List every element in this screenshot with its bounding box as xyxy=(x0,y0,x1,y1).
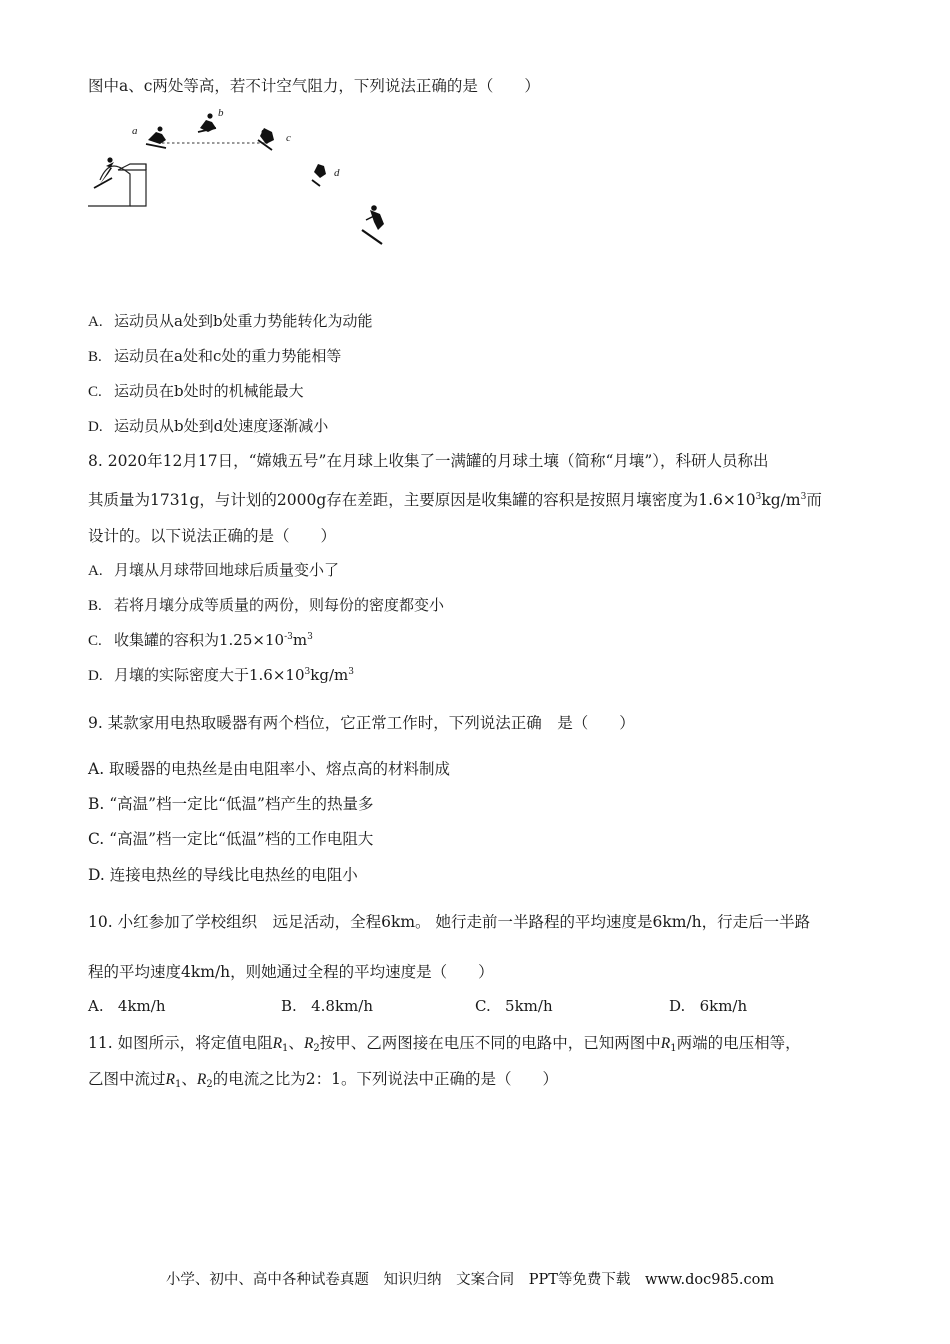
label-c: c xyxy=(286,132,291,144)
q9-stem: 9. 某款家用电热取暖器有两个档位，它正常工作时，下列说法正确 是（ ） xyxy=(88,714,635,732)
q10-option-d[interactable]: D. 6km/h xyxy=(669,997,748,1015)
q7-option-a[interactable]: A. 运动员从a处到b处重力势能转化为动能 xyxy=(88,312,373,330)
q7-stem: 图中a、c两处等高，若不计空气阻力，下列说法正确的是（ ） xyxy=(88,77,540,95)
skier-a xyxy=(146,127,166,149)
q7-option-d[interactable]: D. 运动员从b处到d处速度逐渐减小 xyxy=(88,417,329,435)
skier-c xyxy=(258,128,274,150)
q8-line-1: 8. 2020年12月17日，“嫦娥五号”在月球上收集了一满罐的月球土壤（简称“月壤”），科研人员称出 xyxy=(88,452,769,470)
q10-option-b[interactable]: B. 4.8km/h xyxy=(281,997,373,1015)
skier-d xyxy=(312,164,326,186)
q9-option-a[interactable]: A. 取暖器的电热丝是由电阻率小、熔点高的材料制成 xyxy=(88,760,451,778)
q11-line-1: 11. 如图所示，将定值电阻$R_1$、$R_2$按甲、乙两图接在电压不同的电路中，已知两图中$R_1$两端的电压相等， xyxy=(88,1034,801,1054)
q8-option-a[interactable]: A. 月壤从月球带回地球后质量变小了 xyxy=(88,561,340,579)
footer-link[interactable]: www.doc985.com xyxy=(644,1272,775,1288)
q8-line-3: 设计的。以下说法正确的是（ ） xyxy=(88,527,337,545)
q10-options xyxy=(88,997,848,1017)
snowboard-jump-figure xyxy=(86,104,406,254)
q9-option-c[interactable]: C. “高温”档一定比“低温”档的工作电阻大 xyxy=(88,830,374,848)
skier-b xyxy=(198,113,216,132)
q11-line-2: 乙图中流过$R_1$、$R_2$的电流之比为2：1。下列说法中正确的是（ ） xyxy=(88,1070,558,1090)
q7-option-b[interactable]: B. 运动员在a处和c处的重力势能相等 xyxy=(88,347,342,365)
q10-line-2: 程的平均速度4km/h，则她通过全程的平均速度是（ ） xyxy=(88,963,494,981)
label-b: b xyxy=(218,107,224,119)
label-a: a xyxy=(132,125,138,137)
q9-option-d[interactable]: D. 连接电热丝的导线比电热丝的电阻小 xyxy=(88,866,358,884)
q7-option-c[interactable]: C. 运动员在b处时的机械能最大 xyxy=(88,382,304,400)
q10-line-1: 10. 小红参加了学校组织 远足活动，全程6km。 她行走前一半路程的平均速度是6km/h，行走后一半路 xyxy=(88,913,811,931)
q8-line-2: 其质量为1731g，与计划的2000g存在差距，主要原因是收集罐的容积是按照月壤密度为$1.6\times 10^3kg/m^3$而 xyxy=(88,491,822,509)
ramp xyxy=(88,157,146,206)
q8-option-c[interactable]: C. 收集罐的容积为$1.25\times 10^{-3}m^3$ xyxy=(88,631,313,649)
q8-option-b[interactable]: B. 若将月壤分成等质量的两份，则每份的密度都变小 xyxy=(88,596,445,614)
skier-landing xyxy=(362,205,384,244)
page-footer: 小学、初中、高中各种试卷真题 知识归纳 文案合同 PPT等免费下载 www.doc985.com xyxy=(165,1272,775,1288)
q10-option-c[interactable]: C. 5km/h xyxy=(475,997,553,1015)
q8-option-d[interactable]: D. 月壤的实际密度大于$1.6\times 10^3kg/m^3$ xyxy=(88,666,354,684)
q9-option-b[interactable]: B. “高温”档一定比“低温”档产生的热量多 xyxy=(88,795,374,813)
q10-option-a[interactable]: A. 4km/h xyxy=(88,997,166,1015)
label-d: d xyxy=(334,167,340,179)
